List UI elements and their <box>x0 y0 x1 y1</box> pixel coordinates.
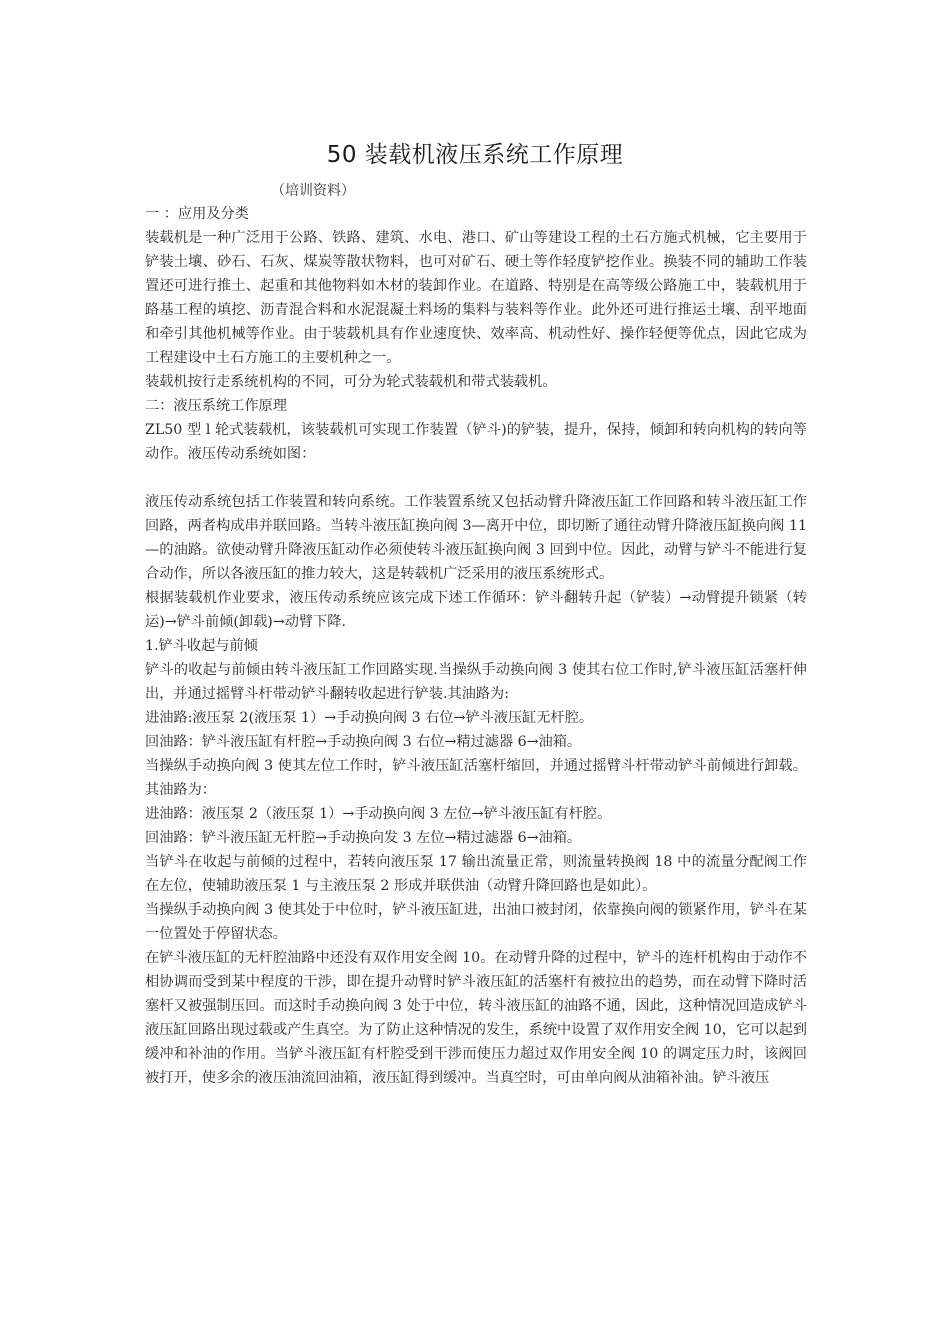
document-subtitle: （培训资料） <box>271 183 355 199</box>
blank-line <box>145 466 807 490</box>
oil-path-line: 回油路：铲斗液压缸无杆腔→手动换向发 3 左位→精过滤器 6→油箱。 <box>145 830 582 846</box>
paragraph: 铲斗的收起与前倾由转斗液压缸工作回路实现.当操纵手动换向阀 3 使其右位工作时,铲斗液压缸活塞杆伸出，并通过摇臂斗杆带动铲斗翻转收起进行铲装.其油路为: <box>145 662 807 702</box>
section-heading: 二：液压系统工作原理 <box>145 398 287 414</box>
document-body <box>145 202 807 1090</box>
paragraph: 当铲斗在收起与前倾的过程中，若转向液压泵 17 输出流量正常，则流量转换阀 18 中的流量分配阀工作在左位，使辅助液压泵 1 与主液压泵 2 形成并联供油（动臂升降回路也是如此）。 <box>145 854 807 894</box>
paragraph: 装载机是一种广泛用于公路、铁路、建筑、水电、港口、矿山等建设工程的土石方施式机械，它主要用于铲装土壤、砂石、石灰、煤炭等散状物料，也可对矿石、硬土等作轻度铲挖作业。换装不同的辅助工作装置还可进行推土、起重和其他物料如木材的装卸作业。在道路、特别是在高等级公路施工中，装载机用于路基工程的填挖、沥青混合料和水泥混凝土料场的集料与装料等作业。此外还可进行推运土壤、刮平地面和牵引其他机械等作业。由于装载机具有作业速度快、效率高、机动性好、操作轻便等优点，因此它成为工程建设中土石方施工的主要机种之一。 <box>145 230 807 366</box>
oil-path-line: 进油路:液压泵 2(液压泵 1）→手动换向阀 3 右位→铲斗液压缸无杆腔。 <box>145 710 594 726</box>
paragraph: ZL50 型 l 轮式装载机，该装载机可实现工作装置（铲斗)的铲装，提升，保持，倾卸和转向机构的转向等动作。液压传动系统如图： <box>145 422 807 462</box>
paragraph: 在铲斗液压缸的无杆腔油路中还没有双作用安全阀 10。在动臂升降的过程中，铲斗的连杆机构由于动作不相协调而受到某中程度的干涉，即在提升动臂时铲斗液压缸的活塞杆有被拉出的趋势，而在动臂下降时活塞杆又被强制压回。而这时手动换向阀 3 处于中位，转斗液压缸的油路不通，因此，这种情况回造成铲斗液压缸回路出现过载或产生真空。为了防止这种情况的发生，系统中设置了双作用安全阀 10，它可以起到缓冲和补油的作用。当铲斗液压缸有杆腔受到干涉而使压力超过双作用安全阀 10 的调定压力时，该阀回被打开，使多余的液压油流回油箱，液压缸得到缓冲。当真空时，可由单向阀从油箱补油。铲斗液压 <box>145 950 807 1086</box>
subsection-heading: 1.铲斗收起与前倾 <box>145 638 258 654</box>
paragraph: 装载机按行走系统机构的不同，可分为轮式装载机和带式装载机。 <box>145 374 557 390</box>
section-heading: 一 ：应用及分类 <box>145 206 249 222</box>
document-title: 50 装载机液压系统工作原理 <box>326 142 624 168</box>
oil-path-line: 进油路：液压泵 2（液压泵 1）→手动换向阀 3 左位→铲斗液压缸有杆腔。 <box>145 806 612 822</box>
oil-path-line: 回油路：铲斗液压缸有杆腔→手动换向阀 3 右位→精过滤器 6→油箱。 <box>145 734 582 750</box>
paragraph: 当操纵手动换向阀 3 使其左位工作时，铲斗液压缸活塞杆缩回，并通过摇臂斗杆带动铲斗前倾进行卸载。其油路为： <box>145 758 807 798</box>
paragraph: 根据装载机作业要求，液压传动系统应该完成下述工作循环：铲斗翻转升起（铲装）→动臂提升锁紧（转运)→铲斗前倾(卸载)→动臂下降. <box>145 590 807 630</box>
paragraph: 当操纵手动换向阀 3 使其处于中位时，铲斗液压缸进，出油口被封闭，依靠换向阀的锁紧作用，铲斗在某一位置处于停留状态。 <box>145 902 807 942</box>
paragraph: 液压传动系统包括工作装置和转向系统。工作装置系统又包括动臂升降液压缸工作回路和转斗液压缸工作回路，两者构成串并联回路。当转斗液压缸换向阀 3—离开中位，即切断了通往动臂升降液压缸换向阀 11—的油路。欲使动臂升降液压缸动作必须使转斗液压缸换向阀 3 回到中位。因此，动臂与铲斗不能进行复合动作，所以各液压缸的推力较大，这是转载机广泛采用的液压系统形式。 <box>145 494 807 582</box>
